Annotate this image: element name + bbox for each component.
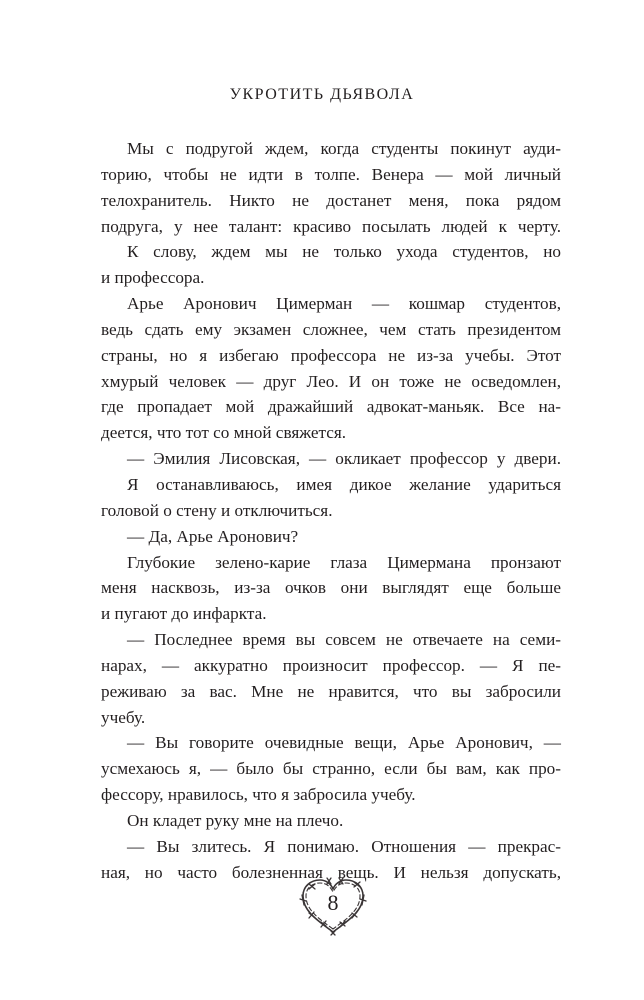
text-line: — Да, Арье Аронович?: [127, 526, 299, 546]
text-line: Я останавливаюсь, имея дикое желание удариться: [127, 474, 561, 494]
text-line: нарах, — аккуратно произносит профессор. — Я пе-: [101, 655, 561, 675]
text-line: ведь сдать ему экзамен сложнее, чем стать президентом: [101, 319, 561, 339]
text-line: — Последнее время вы совсем не отвечаете на семи-: [127, 630, 561, 650]
text-line: учебу.: [101, 707, 146, 727]
text-line: подруга, у нее талант: красиво посылать людей к черту.: [101, 216, 561, 236]
text-line: меня насквозь, из-за очков они выглядят еще больше: [101, 578, 561, 598]
text-line: и пугают до инфаркта.: [101, 604, 267, 624]
text-line: Он кладет руку мне на плечо.: [127, 810, 344, 830]
text-line: фессору, нравилось, что я забросила учебу.: [101, 785, 416, 805]
text-line: телохранитель. Никто не достанет меня, пока рядом: [101, 190, 561, 210]
body-text: [101, 136, 561, 885]
text-line: Мы с подругой ждем, когда студенты покинут ауди-: [127, 139, 561, 158]
text-line: хмурый человек — друг Лео. И он тоже не осведомлен,: [101, 371, 561, 391]
text-line: и профессора.: [101, 268, 205, 288]
text-line: головой о стену и отключиться.: [101, 500, 333, 520]
text-line: страны, но я избегаю профессора не из-за учебы. Этот: [101, 345, 561, 365]
text-line: — Эмилия Лисовская, — окликает профессор у двери.: [127, 449, 561, 469]
text-line: деется, что тот со мной свяжется.: [101, 423, 347, 443]
text-line: реживаю за вас. Мне не нравится, что вы забросили: [101, 681, 561, 701]
text-line: К слову, ждем мы не только ухода студентов, но: [127, 242, 561, 262]
text-line: — Вы говорите очевидные вещи, Арье Аронович, —: [127, 733, 561, 753]
running-header-title: УКРОТИТЬ ДЬЯВОЛА: [229, 86, 415, 103]
page-number-ornament: [296, 874, 370, 938]
text-line: где пропадает мой дражайший адвокат-маньяк. Все на-: [101, 397, 561, 417]
text-line: торию, чтобы не идти в толпе. Венера — мой личный: [101, 164, 561, 184]
text-line: Арье Аронович Цимерман — кошмар студентов,: [127, 294, 561, 314]
page-number: 8: [327, 890, 339, 915]
text-line: усмехаюсь я, — было бы странно, если бы вам, как про-: [101, 759, 561, 779]
text-line: Глубокие зелено-карие глаза Цимермана пронзают: [127, 552, 561, 572]
text-line: — Вы злитесь. Я понимаю. Отношения — прекрас-: [127, 836, 561, 856]
text-line: ная, но часто болезненная вещь. И нельзя допускать,: [101, 862, 561, 882]
